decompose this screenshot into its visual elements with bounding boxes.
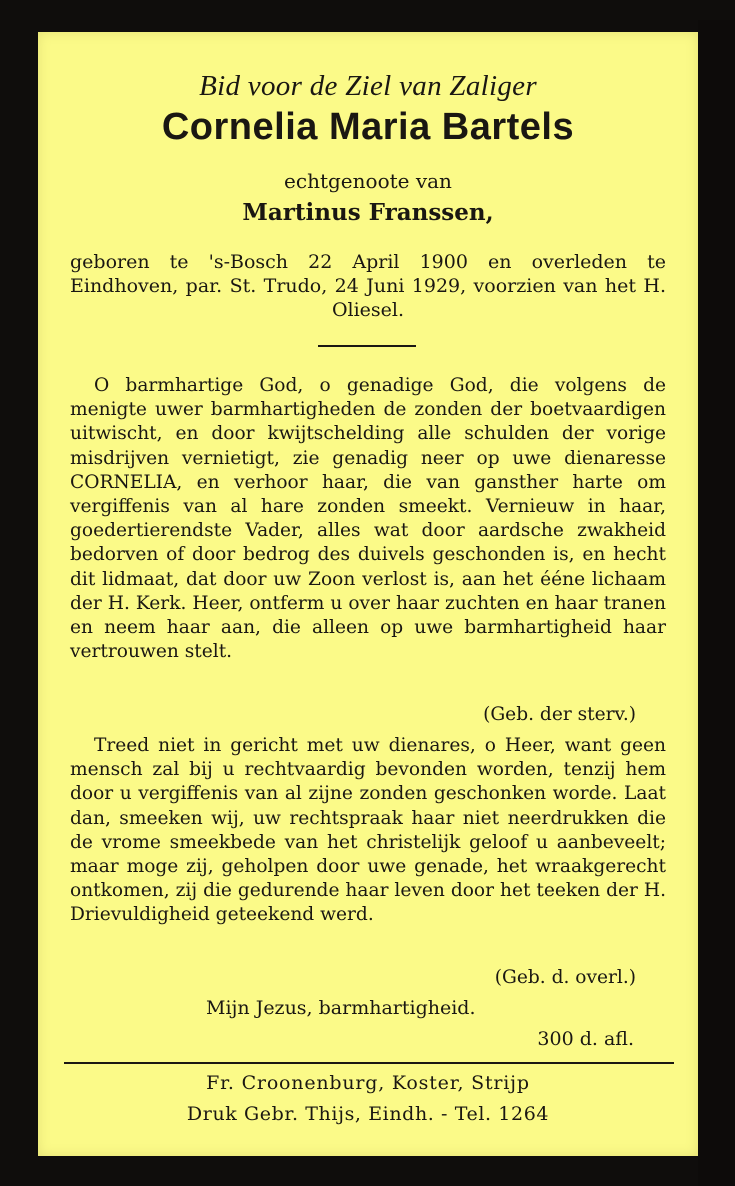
prayer-1-source: (Geb. der sterv.) [483, 704, 636, 725]
card-edge-shadow [698, 20, 735, 1186]
deceased-name: Cornelia Maria Bartels [161, 106, 575, 148]
printer-line-1: Fr. Croonenburg, Koster, Strijp [206, 1072, 530, 1094]
memorial-card [38, 32, 698, 1156]
closing-invocation: Mijn Jezus, barmhartigheid. [206, 997, 476, 1019]
prayer-paragraph-1: O barmhartige God, o genadige God, die volgens de menigte uwer barmhartigheden de zonden der boetvaardigen uitwischt, en door kwijtschelding alle schulden der vorige misdrijven vernietigt, zie genadig neer op uwe dienaresse CORNELIA, en verhoor haar, die van gansther harte om vergiffenis van al hare zonden smeekt. Vernieuw in haar, goedertierendste Vader, alles wat door aardsche zwakheid bedorven of door bedrog des duivels geschonden is, en hecht dit lidmaat, dat door uw Zoon verlost is, aan het ééne lichaam der H. Kerk. Heer, ontferm u over haar zuchten en haar tranen en neem haar aan, die alleen op uwe barmhartigheid haar vertrouwen stelt. [70, 375, 666, 663]
short-divider [318, 345, 416, 347]
indulgence-note: 300 d. afl. [537, 1028, 634, 1050]
birth-death-text: geboren te 's-Bosch 22 April 1900 en overleden te Eindhoven, par. St. Trudo, 24 Juni 1929, voorzien van het H. Oliesel. [70, 251, 666, 321]
spouse-name: Martinus Franssen, [242, 199, 494, 226]
prayer-paragraph-2: Treed niet in gericht met uw dienares, o Heer, want geen mensch zal bij u rechtvaardig bevonden worden, tenzij hem door u vergiffenis van al zijne zonden geschonken worde. Laat dan, smeeken wij, uw rechtspraak haar niet neerdrukken die de vrome smeekbede van het christelijk geloof u aanbeveelt; maar moge zij, geholpen door uwe genade, het wraakgerecht ontkomen, zij die gedurende haar leven door het teeken der H. Drievuldigheid geteekend werd. [70, 735, 666, 926]
footer-divider [64, 1062, 674, 1064]
printer-line-2: Druk Gebr. Thijs, Eindh. - Tel. 1264 [186, 1103, 550, 1125]
relation-label: echtgenoote van [284, 169, 452, 193]
invocation-heading: Bid voor de Ziel van Zaliger [199, 70, 537, 102]
prayer-2-source: (Geb. d. overl.) [494, 967, 636, 988]
